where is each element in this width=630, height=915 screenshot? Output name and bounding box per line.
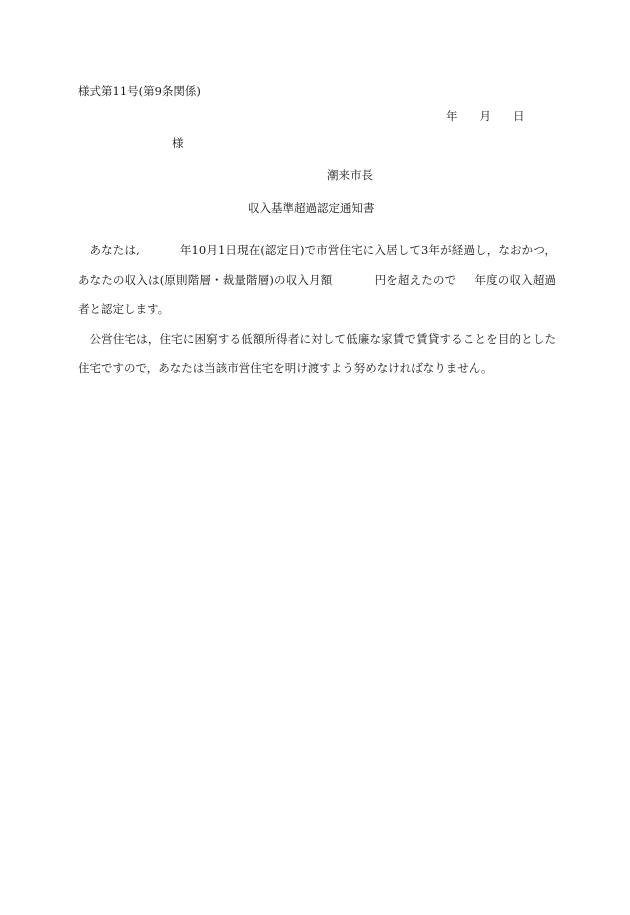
paragraph-certification <box>78 236 556 325</box>
paragraph1-part2: 年10月1日現在(認定日)で市営住宅に入居して3年が経過し，なおかつ，あなたの収入は(原則階層・裁量階層)の収入月額 <box>78 243 557 287</box>
document-body <box>78 236 556 384</box>
addressee-suffix: 様 <box>172 136 184 150</box>
date-line <box>446 111 525 123</box>
paragraph1-part1: あなたは, <box>89 243 140 257</box>
document-title: 収入基準超過認定通知書 <box>248 201 375 215</box>
issuer-name: 潮来市長 <box>327 168 373 182</box>
paragraph1-part4: 年度の収入超過者と認定します。 <box>78 272 556 316</box>
date-day-label: 日 <box>513 109 525 123</box>
date-year-label: 年 <box>446 109 458 123</box>
paragraph1-part3: 円を超えたので <box>374 272 457 287</box>
date-month-label: 月 <box>479 109 491 123</box>
form-number: 様式第11号(第9条関係) <box>78 84 201 98</box>
paragraph-obligation: 公営住宅は，住宅に困窮する低額所得者に対して低廉な家賃で賃貸することを目的とした住宅ですので，あなたは当該市営住宅を明け渡すよう努めなければなりません。 <box>78 331 556 375</box>
